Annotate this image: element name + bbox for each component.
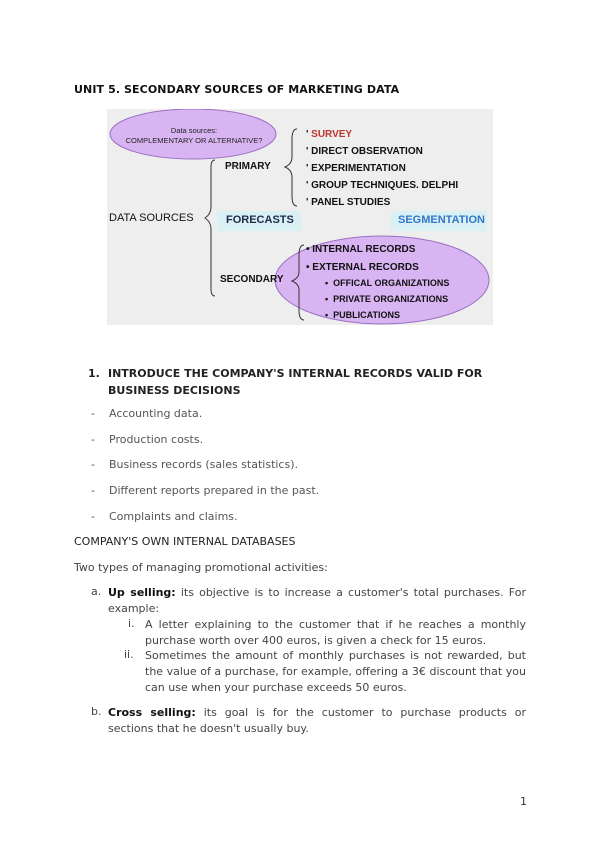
item-a-marker: a. <box>91 585 102 598</box>
primary-item: ' DIRECT OBSERVATION <box>306 146 423 157</box>
item-b-marker: b. <box>91 705 102 718</box>
secondary-item: • INTERNAL RECORDS <box>306 244 416 255</box>
heading-text: INTRODUCE THE COMPANY'S INTERNAL RECORDS VALID FOR BUSINESS DECISIONS <box>108 367 483 397</box>
item-ii-text: Sometimes the amount of monthly purchases is not rewarded, but the value of a purchase, for example, offering a 3€ discount that you can use when your purchase exceeds 50 euros. <box>145 649 526 694</box>
data-sources-label: DATA SOURCES <box>109 212 194 224</box>
subsection-title: COMPANY'S OWN INTERNAL DATABASES <box>74 535 296 548</box>
item-i-text: A letter explaining to the customer that if he reaches a monthly purchase worth over 400 euros, is given a check for 15 euros. <box>145 618 526 647</box>
main-brace <box>205 160 215 296</box>
segmentation-label: SEGMENTATION <box>398 214 485 226</box>
primary-item-survey: ' SURVEY <box>306 129 353 140</box>
secondary-label: SECONDARY <box>220 274 284 285</box>
forecasts-label: FORECASTS <box>226 214 294 226</box>
page-number: 1 <box>520 795 527 808</box>
bubble-line-1: Data sources: <box>170 126 218 135</box>
item-i-marker: i. <box>128 617 135 630</box>
bubble-line-2: COMPLEMENTARY OR ALTERNATIVE? <box>125 136 263 145</box>
external-item: • PRIVATE ORGANIZATIONS <box>325 294 449 304</box>
intro-paragraph: Two types of managing promotional activities: <box>74 561 328 574</box>
item-b-cross-selling: Cross selling: its goal is for the customer to purchase products or sections that he doesn't usually buy. <box>108 706 526 735</box>
heading-number: 1. <box>88 367 100 380</box>
item-a-up-selling: Up selling: its objective is to increase a customer's total purchases. For example: <box>108 586 526 615</box>
primary-item: ' PANEL STUDIES <box>306 197 391 208</box>
external-item: • OFFICAL ORGANIZATIONS <box>325 278 450 288</box>
section-heading-1 <box>88 365 538 399</box>
external-item: • PUBLICATIONS <box>325 310 400 320</box>
primary-brace <box>285 129 297 206</box>
page-title: UNIT 5. SECONDARY SOURCES OF MARKETING DATA <box>74 83 400 96</box>
primary-item: ' EXPERIMENTATION <box>306 163 406 174</box>
secondary-item: • EXTERNAL RECORDS <box>306 262 419 273</box>
item-ii-marker: ii. <box>124 648 134 661</box>
primary-label: PRIMARY <box>225 161 271 172</box>
data-sources-diagram <box>107 109 493 325</box>
primary-item: ' GROUP TECHNIQUES. DELPHI <box>306 180 459 191</box>
